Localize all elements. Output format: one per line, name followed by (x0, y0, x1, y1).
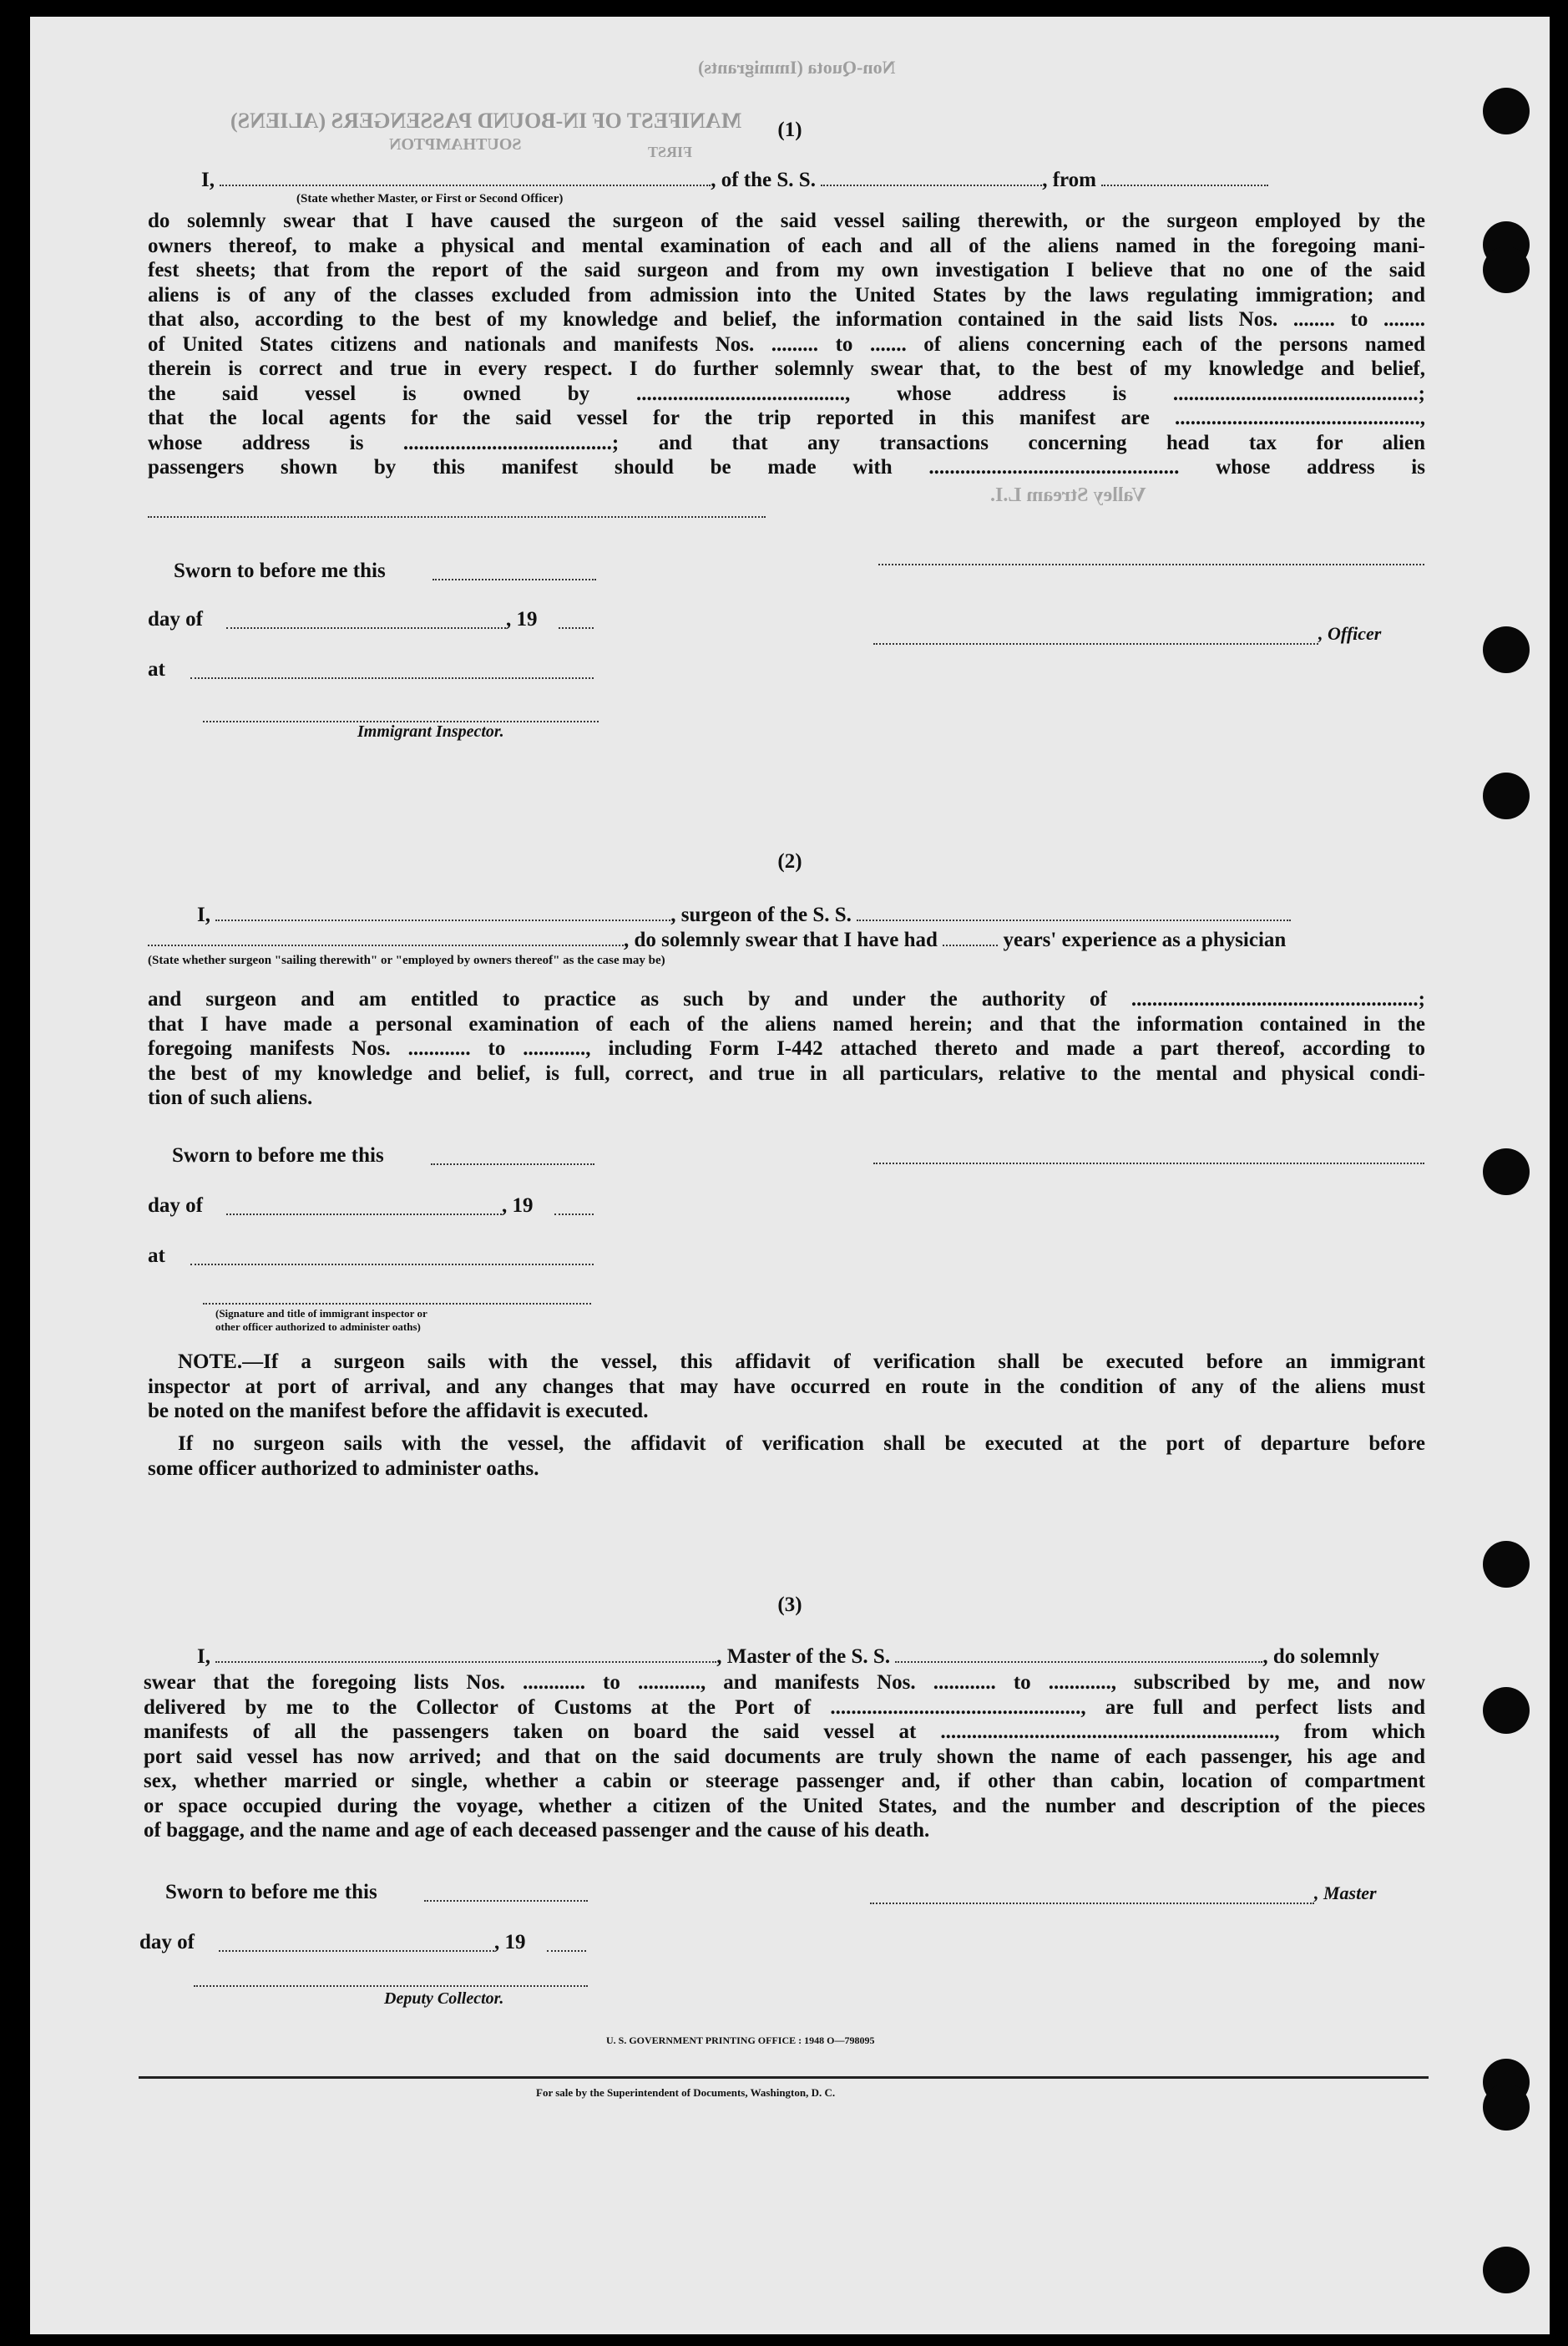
form-page (30, 17, 1550, 2334)
text-line: sex, whether married or single, whether a cabin or steerage passenger and, if other than cabin, location of compartment (144, 1770, 1425, 1792)
surgeon-status-field[interactable] (148, 931, 624, 946)
punch-hole (1483, 1541, 1530, 1588)
year-field[interactable] (554, 1214, 594, 1215)
bleed-through-class: FIRST (648, 144, 693, 160)
year-label: , 19 (502, 1194, 534, 1217)
bleed-through-port: SOUTHAMPTON (389, 135, 522, 154)
text-line: the said vessel is owned by ........................................, whose address is ...............................................; (148, 382, 1425, 405)
footer-rule (139, 2076, 1429, 2079)
printing-office-imprint: U. S. GOVERNMENT PRINTING OFFICE : 1948 O—798095 (606, 2034, 875, 2046)
section-1-first-line: I, , of the S. S. , from (201, 169, 1268, 192)
day-of-field[interactable] (226, 1214, 502, 1215)
year-label: , 19 (506, 608, 538, 631)
master-label: , Master (1314, 1882, 1377, 1903)
section-1-oath-text (148, 209, 1425, 480)
surgeon-vessel-field[interactable] (857, 906, 1291, 921)
section-2-second-line: , do solemnly swear that I have had years' experience as a physician (148, 929, 1286, 952)
note-paragraph (148, 1350, 1425, 1424)
signature-caption-1: (Signature and title of immigrant inspector or (215, 1307, 427, 1320)
text-line: port said vessel has now arrived; and that on the said documents are truly shown the name of each passenger, his age and (144, 1745, 1425, 1768)
at-label: at (148, 658, 165, 681)
text-line: therein is correct and true in every respect. I do further solemnly swear that, to the best of my knowledge and belief, (148, 357, 1425, 380)
section-1-heading: (1) (777, 119, 802, 141)
immigrant-inspector-label: Immigrant Inspector. (357, 722, 504, 741)
bleed-through-address: Valley Stream L.I. (990, 484, 1146, 506)
deputy-signature-field[interactable] (194, 1985, 588, 1987)
sworn-label: Sworn to before me this (172, 1144, 384, 1167)
punch-hole (1483, 626, 1530, 673)
master-name-field[interactable] (215, 1648, 716, 1663)
master-vessel-field[interactable] (895, 1648, 1262, 1663)
text-line: owners thereof, to make a physical and mental examination of each and all of the aliens named in the foregoing mani- (148, 234, 1425, 257)
sworn-date-field[interactable] (431, 1163, 594, 1165)
text-line: aliens is of any of the classes excluded from admission into the United States by the laws regulating immigration; and (148, 283, 1425, 307)
vessel-name-field[interactable] (821, 171, 1042, 186)
bleed-through-top-right: Non-Quota (Immigrants) (698, 57, 896, 78)
section-3-oath-text (144, 1670, 1425, 1843)
text-line: of United States citizens and nationals and manifests Nos. ......... to ....... of aliens concerning each of the persons named (148, 332, 1425, 356)
officer-name-field[interactable] (220, 171, 711, 186)
day-of-field[interactable] (219, 1950, 494, 1952)
signature-caption-2: other officer authorized to administer oaths) (215, 1320, 421, 1333)
text-line: foregoing manifests Nos. ............ to ............, including Form I-442 attached thereto and made a part thereof, according to (148, 1037, 1425, 1060)
authorized-officer-signature-field[interactable] (203, 1303, 591, 1305)
officer-label: , Officer (1318, 623, 1382, 644)
day-of-label: day of (148, 1194, 203, 1217)
text-line: or space occupied during the voyage, whether a citizen of the United States, and the number and description of the pieces (144, 1794, 1425, 1817)
text-line: some officer authorized to administer oaths. (148, 1457, 539, 1480)
master-signature-field[interactable] (870, 1903, 1314, 1904)
text-line: that also, according to the best of my knowledge and belief, the information contained in the said lists Nos. ........ to ........ (148, 308, 1425, 331)
text-line: If no surgeon sails with the vessel, the affidavit of verification shall be executed at the port of departure before (178, 1432, 1425, 1455)
from-port-field[interactable] (1101, 171, 1268, 186)
punch-hole (1483, 2247, 1530, 2293)
text-line: whose address is ........................................; and that any transactions concerning head tax for alien (148, 431, 1425, 454)
text-line: the best of my knowledge and belief, is full, correct, and true in all particulars, relative to the mental and physical condi- (148, 1062, 1425, 1085)
day-of-label: day of (148, 608, 203, 631)
text-line: NOTE.—If a surgeon sails with the vessel, this affidavit of verification shall be executed before an immigrant (178, 1350, 1425, 1373)
year-field[interactable] (559, 627, 594, 629)
at-label: at (148, 1244, 165, 1267)
punch-hole (1483, 2084, 1530, 2131)
text-line: manifests of all the passengers taken on board the said vessel at ................................................................, from which (144, 1720, 1425, 1743)
text-line: swear that the foregoing lists Nos. ............ to ............, and manifests Nos. ............ to ............, subscribed by me, and now (144, 1671, 1425, 1694)
punch-hole (1483, 246, 1530, 293)
surgeon-caption: (State whether surgeon "sailing therewith" or "employed by owners thereof" as the case may be) (148, 954, 665, 967)
officer-signature-field[interactable] (878, 564, 1424, 565)
text-line: delivered by me to the Collector of Customs at the Port of ................................................, are full and perfect lists and (144, 1695, 1425, 1719)
punch-hole (1483, 1148, 1530, 1195)
text-line: do solemnly swear that I have caused the surgeon of the said vessel sailing therewith, or the surgeon employed by the (148, 210, 1425, 232)
surgeon-signature-field[interactable] (873, 1163, 1424, 1164)
officer-title-field[interactable] (873, 643, 1318, 645)
year-field[interactable] (547, 1950, 586, 1952)
text-line: that I have made a personal examination of each of the aliens named herein; and that the information contained in the (148, 1012, 1425, 1036)
text-line: and surgeon and am entitled to practice as such by and under the authority of .......................................................; (148, 988, 1425, 1011)
at-place-field[interactable] (190, 1264, 594, 1265)
sworn-date-field[interactable] (424, 1900, 588, 1902)
at-place-field[interactable] (190, 677, 594, 679)
year-label: , 19 (494, 1931, 526, 1953)
section-2-heading: (2) (777, 850, 802, 873)
sale-notice: For sale by the Superintendent of Documents, Washington, D. C. (536, 2086, 836, 2099)
text-line: of baggage, and the name and age of each deceased passenger and the cause of his death. (144, 1819, 930, 1842)
section-3-heading: (3) (777, 1594, 802, 1616)
text-line: inspector at port of arrival, and any changes that may have occurred en route in the condition of any of the aliens must (148, 1375, 1425, 1398)
note-paragraph-2 (148, 1431, 1425, 1481)
address-continuation-field[interactable] (148, 516, 766, 518)
day-of-field[interactable] (226, 627, 506, 629)
text-line: that the local agents for the said vessel for the trip reported in this manifest are ..............................................., (148, 407, 1425, 429)
bleed-through-header: MANIFEST OF IN-BOUND PASSENGERS (ALIENS) (230, 109, 742, 133)
sworn-label: Sworn to before me this (174, 560, 386, 582)
day-of-label: day of (139, 1931, 195, 1953)
sworn-label: Sworn to before me this (165, 1881, 377, 1903)
text-line: be noted on the manifest before the affidavit is executed. (148, 1400, 649, 1422)
punch-hole (1483, 1687, 1530, 1734)
text-line: tion of such aliens. (148, 1087, 313, 1109)
section-2-first-line: I, , surgeon of the S. S. (197, 904, 1291, 927)
section-2-oath-text (148, 987, 1425, 1111)
text-line: fest sheets; that from the report of the said surgeon and from my own investigation I believe that no one of the said (148, 259, 1425, 281)
sworn-date-field[interactable] (432, 579, 596, 580)
section-3-first-line: I, , Master of the S. S. , do solemnly (197, 1645, 1379, 1668)
text-line: passengers shown by this manifest should be made with ................................................ whose address is (148, 456, 1425, 479)
officer-caption: (State whether Master, or First or Second Officer) (296, 192, 564, 205)
surgeon-name-field[interactable] (215, 906, 670, 921)
deputy-collector-label: Deputy Collector. (384, 1989, 504, 2008)
years-experience-field[interactable] (943, 931, 998, 946)
punch-hole (1483, 773, 1530, 819)
